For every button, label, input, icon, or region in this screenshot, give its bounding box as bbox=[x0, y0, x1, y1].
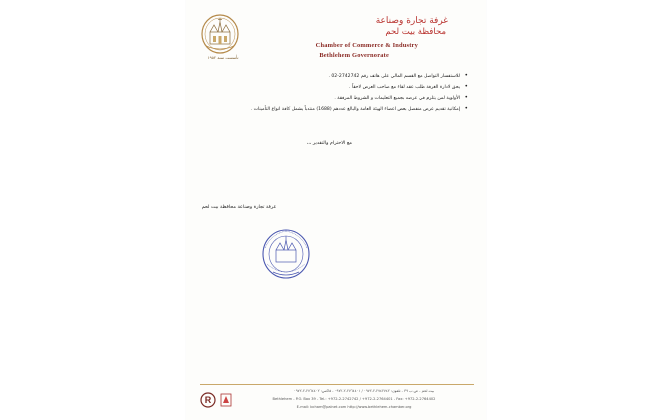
governorate-name-english: Bethlehem Governorate bbox=[319, 52, 389, 59]
terms-list bbox=[213, 74, 468, 118]
letter-page bbox=[186, 0, 486, 420]
footer-divider bbox=[200, 384, 474, 385]
governorate-name-arabic: محافظة بيت لحم bbox=[385, 27, 446, 37]
chamber-name-english: Chamber of Commerce & Industry bbox=[315, 42, 418, 49]
footer-address-arabic: بيت لحم - ص.ب ٣٩ - تلفون: ٢٧٤٢٧٤٢-٢-٠٩٧٢ / ٢٧٦٤٤٠١-٢-٠٩٧٢ - فاكس: ٢٧٦٤٤٠٢-٢-٠٩٧٢ bbox=[293, 389, 435, 393]
footer-address-english: Bethlehem - P.O. Box 39 - Tel.: +972-2-2742742 / +972-2-2764401 - Fax: +972-2-2764402 bbox=[272, 397, 436, 401]
chamber-logo-icon bbox=[200, 14, 240, 56]
certification-logo-icon bbox=[220, 393, 232, 407]
logo-caption: تأسست سنة ١٩٥٢ bbox=[207, 55, 239, 60]
letterhead bbox=[186, 8, 486, 58]
closing-greeting: مع الاحترام والتقدير ،،، bbox=[306, 141, 352, 146]
registered-mark-icon bbox=[200, 392, 216, 408]
official-stamp-icon bbox=[261, 228, 311, 280]
list-item: • يحق لادارة الغرفة طلب عقد لقاء مع صاحب العرض لاحقاً . bbox=[213, 85, 468, 96]
footer-contact: E-mail: bcham@palnet.com http://www.bethlehem-chamber.org bbox=[296, 405, 412, 409]
signature-block: غرفة تجارة وصناعة محافظة بيت لحم bbox=[201, 205, 276, 210]
svg-text:R: R bbox=[204, 395, 212, 405]
list-item: • للاستفسار التواصل مع القسم المالي على هاتف رقم 2742742-02 . bbox=[213, 74, 468, 85]
list-item: • إمكانية تقديم عرض منفصل بعض اعضاء الهيئة العامة والبالغ عددهم (1688) منتدباً يشمل كافة انواع التأمينات . bbox=[213, 107, 468, 118]
chamber-name-arabic: غرفة تجارة وصناعة bbox=[375, 16, 448, 26]
list-item: • الأولوية لمن يتلزم في عرضه بجميع التعليمات و الشروط المرفقة . bbox=[213, 96, 468, 107]
